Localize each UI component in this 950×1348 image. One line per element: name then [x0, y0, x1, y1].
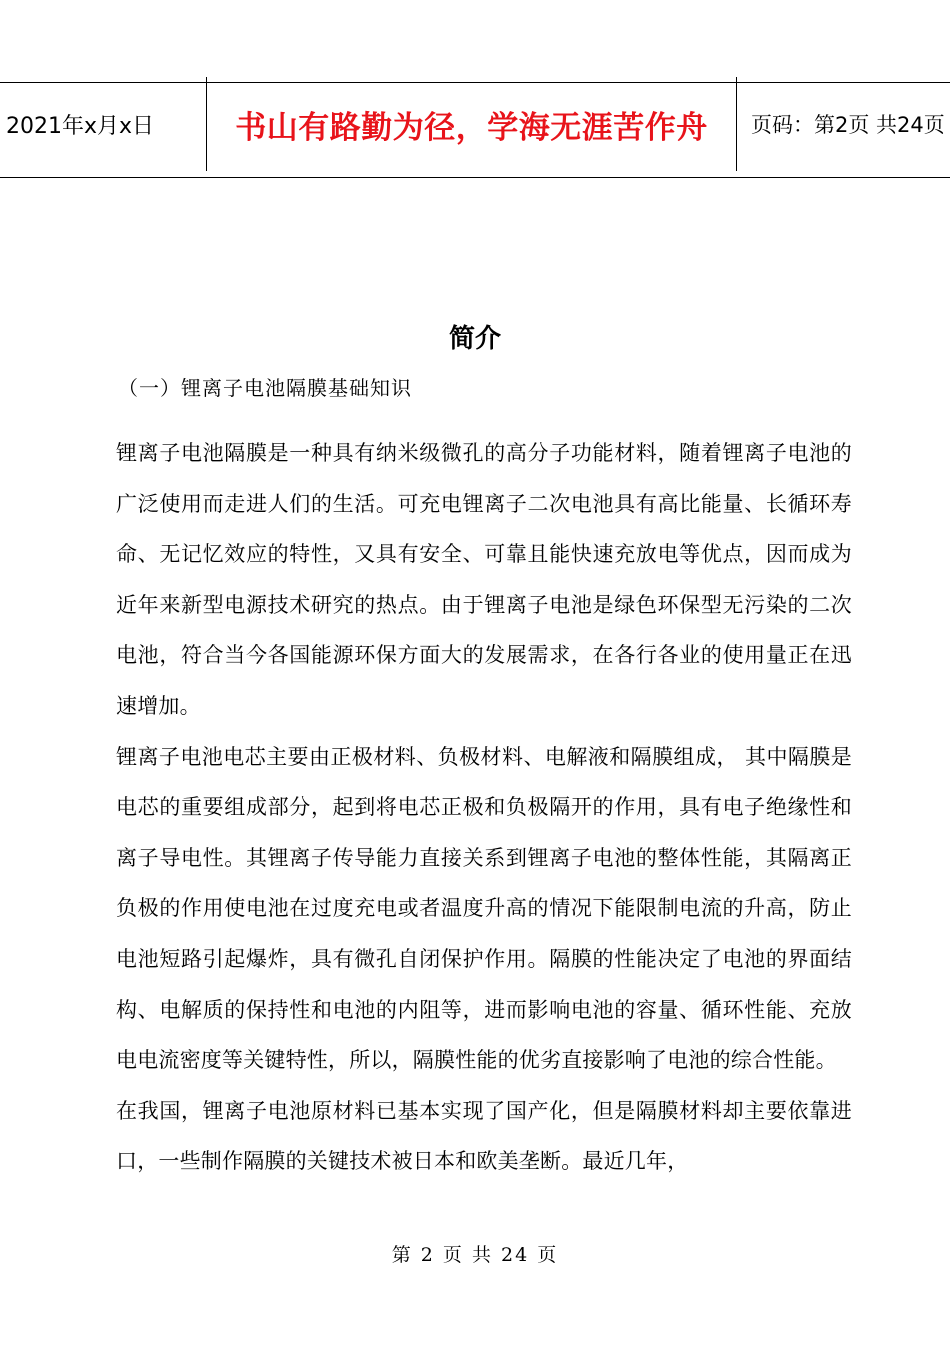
header-motto: 书山有路勤为径，学海无涯苦作舟 — [207, 77, 737, 171]
section-heading: （一）锂离子电池隔膜基础知识 — [118, 376, 412, 400]
paragraph: 锂离子电池隔膜是一种具有纳米级微孔的高分子功能材料，随着锂离子电池的广泛使用而走进人们的生活。可充电锂离子二次电池具有高比能量、长循环寿命、无记忆效应的特性，又具有安全、可靠且能快速充放电等优点，因而成为近年来新型电源技术研究的热点。由于锂离子电池是绿色环保型无污染的二次电池，符合当今各国能源环保方面大的发展需求，在各行各业的使用量正在迅速增加。 — [116, 441, 852, 718]
document-body — [116, 428, 852, 1187]
document-title: 简介 — [448, 324, 501, 354]
paragraph: 在我国，锂离子电池原材料已基本实现了国产化，但是隔膜材料却主要依靠进口，一些制作隔膜的关键技术被日本和欧美垄断。最近几年， — [116, 1098, 852, 1174]
header-table — [0, 82, 950, 178]
header-date: 2021年x月x日 — [0, 77, 207, 171]
page-footer: 第 2 页 共 24 页 — [391, 1244, 559, 1266]
paragraph: 锂离子电池电芯主要由正极材料、负极材料、电解液和隔膜组成， 其中隔膜是电芯的重要组成部分，起到将电芯正极和负极隔开的作用，具有电子绝缘性和离子导电性。其锂离子传导能力直接关系到锂离子电池的整体性能，其隔离正负极的作用使电池在过度充电或者温度升高的情况下能限制电流的升高，防止电池短路引起爆炸，具有微孔自闭保护作用。隔膜的性能决定了电池的界面结构、电解质的保持性和电池的内阻等，进而影响电池的容量、循环性能、充放电电流密度等关键特性，所以，隔膜性能的优劣直接影响了电池的综合性能。 — [116, 744, 852, 1073]
header-page-info: 页码：第2页 共24页 — [751, 113, 945, 137]
